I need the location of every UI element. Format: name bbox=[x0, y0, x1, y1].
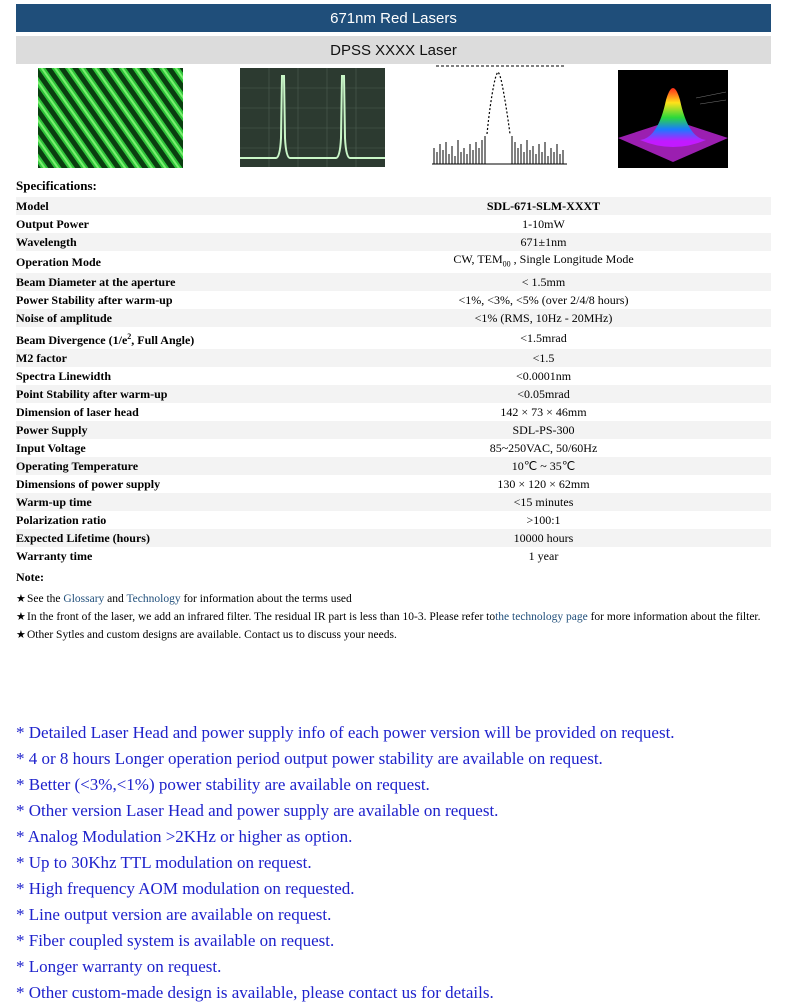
spec-label: Warranty time bbox=[16, 549, 93, 563]
notes-heading: Note: bbox=[16, 570, 44, 584]
table-row bbox=[16, 197, 771, 215]
table-row bbox=[16, 511, 771, 529]
list-item: * Up to 30Khz TTL modulation on request. bbox=[16, 853, 312, 872]
spec-label: Polarization ratio bbox=[16, 513, 107, 527]
spec-label: Dimensions of power supply bbox=[16, 477, 161, 491]
technology-link[interactable]: Technology bbox=[126, 593, 181, 605]
note-text-part: See the bbox=[27, 593, 64, 605]
spec-label: Power Supply bbox=[16, 421, 316, 439]
note-text-part: for more information about the filter. bbox=[587, 611, 761, 623]
list-item: * Other version Laser Head and power supply are available on request. bbox=[16, 801, 499, 820]
spec-label: Noise of amplitude bbox=[16, 309, 316, 327]
oscilloscope-spectrum-image bbox=[240, 68, 385, 167]
specifications-heading: Specifications: bbox=[16, 178, 97, 193]
table-row bbox=[16, 529, 771, 547]
interference-fringes-image bbox=[38, 68, 183, 168]
optional-features-list bbox=[16, 720, 675, 1006]
spec-value-subscript: 00 bbox=[502, 259, 511, 269]
table-row bbox=[16, 215, 771, 233]
spec-label: Point Stability after warm-up bbox=[16, 385, 316, 403]
spec-value-suffix: , Single Longitude Mode bbox=[510, 252, 634, 267]
table-row bbox=[16, 309, 771, 327]
list-item: * Better (<3%,<1%) power stability are available on request. bbox=[16, 775, 430, 794]
spec-label: Dimension of laser head bbox=[16, 405, 139, 419]
linewidth-spectrum-plot-image bbox=[432, 64, 567, 168]
spec-label: Model bbox=[16, 197, 316, 215]
spec-value: 1-10mW bbox=[522, 217, 565, 231]
note-text: Other Sytles and custom designs are available. Contact us to discuss your needs. bbox=[27, 629, 397, 641]
beam-profile-3d-image bbox=[618, 70, 728, 168]
spec-label-prefix: Beam Divergence (1/e bbox=[16, 332, 128, 347]
spec-value: 85~250VAC, 50/60Hz bbox=[489, 441, 598, 455]
table-row bbox=[16, 493, 771, 511]
table-row bbox=[16, 273, 771, 291]
table-row bbox=[16, 385, 771, 403]
page-title: 671nm Red Lasers bbox=[330, 9, 457, 27]
note-text-part: In the front of the laser, we add an infrared filter. The residual IR part is less than 10-3. Please refer to bbox=[27, 611, 496, 623]
page-title-banner bbox=[16, 4, 771, 32]
table-row bbox=[16, 251, 771, 273]
spec-value: <1.5mrad bbox=[520, 331, 567, 345]
list-item: * Longer warranty on request. bbox=[16, 957, 222, 976]
spec-value bbox=[316, 251, 771, 273]
note-text bbox=[27, 608, 761, 626]
spec-label: Power Stability after warm-up bbox=[16, 293, 173, 307]
spec-value: <0.0001nm bbox=[515, 369, 572, 383]
spec-label: Beam Diameter at the aperture bbox=[16, 273, 316, 291]
table-row bbox=[16, 457, 771, 475]
spec-label-suffix: , Full Angle) bbox=[131, 332, 195, 347]
spec-label: Input Voltage bbox=[16, 441, 86, 455]
spec-label: Output Power bbox=[16, 217, 89, 231]
table-row bbox=[16, 233, 771, 251]
note-item bbox=[16, 608, 771, 626]
technology-page-link[interactable]: the technology page bbox=[495, 611, 588, 623]
note-text-part: and bbox=[104, 593, 127, 605]
note-item bbox=[16, 590, 771, 608]
spec-value: 10000 hours bbox=[316, 529, 771, 547]
list-item: * High frequency AOM modulation on requested. bbox=[16, 879, 355, 898]
spec-label: Operating Temperature bbox=[16, 457, 316, 475]
spec-value: <0.05mrad bbox=[316, 385, 771, 403]
table-row bbox=[16, 421, 771, 439]
note-item bbox=[16, 626, 771, 644]
table-row bbox=[16, 439, 771, 457]
spec-label: Operation Mode bbox=[16, 255, 101, 269]
glossary-link[interactable]: Glossary bbox=[63, 593, 105, 605]
spec-label: Spectra Linewidth bbox=[16, 369, 112, 383]
spec-value-prefix: CW, TEM bbox=[453, 252, 503, 267]
list-item: * Fiber coupled system is available on request. bbox=[16, 931, 335, 950]
spec-label: Wavelength bbox=[16, 233, 316, 251]
table-row bbox=[16, 475, 771, 493]
note-text bbox=[27, 590, 352, 608]
list-item: * Analog Modulation >2KHz or higher as option. bbox=[16, 827, 353, 846]
spec-value: 1 year bbox=[528, 549, 559, 563]
table-row bbox=[16, 547, 771, 565]
note-text-part: for information about the terms used bbox=[180, 593, 352, 605]
spec-label: Warm-up time bbox=[16, 493, 316, 511]
star-icon: ★ bbox=[16, 611, 26, 623]
spec-label-superscript: 2 bbox=[127, 331, 132, 341]
list-item: * 4 or 8 hours Longer operation period output power stability are available on request. bbox=[16, 749, 603, 768]
subtitle-banner bbox=[16, 36, 771, 64]
star-icon: ★ bbox=[16, 593, 26, 605]
star-icon: ★ bbox=[16, 629, 26, 641]
spec-value: <15 minutes bbox=[316, 493, 771, 511]
list-item: * Other custom-made design is available, please contact us for details. bbox=[16, 983, 494, 1002]
page-subtitle: DPSS XXXX Laser bbox=[330, 41, 457, 59]
spec-value: < 1.5mm bbox=[316, 273, 771, 291]
spec-label bbox=[16, 327, 316, 349]
spec-value: 130 × 120 × 62mm bbox=[497, 477, 590, 491]
table-row bbox=[16, 291, 771, 309]
spec-value: <1.5 bbox=[316, 349, 771, 367]
notes-section bbox=[16, 570, 771, 644]
spec-value: 142 × 73 × 46mm bbox=[500, 405, 587, 419]
spec-label: M2 factor bbox=[16, 349, 316, 367]
spec-value: <1% (RMS, 10Hz - 20MHz) bbox=[316, 309, 771, 327]
spec-label: Expected Lifetime (hours) bbox=[16, 529, 316, 547]
spec-value: SDL-671-SLM-XXXT bbox=[316, 197, 771, 215]
table-row bbox=[16, 349, 771, 367]
spec-value: >100:1 bbox=[526, 513, 561, 527]
spec-value: SDL-PS-300 bbox=[316, 421, 771, 439]
spec-value: <1%, <3%, <5% (over 2/4/8 hours) bbox=[458, 293, 629, 307]
table-row bbox=[16, 403, 771, 421]
spec-value: 671±1nm bbox=[316, 233, 771, 251]
list-item: * Detailed Laser Head and power supply info of each power version will be provided on request. bbox=[16, 723, 675, 742]
list-item: * Line output version are available on request. bbox=[16, 905, 332, 924]
specifications-table bbox=[16, 197, 771, 565]
table-row bbox=[16, 367, 771, 385]
spec-value: 10℃ ~ 35℃ bbox=[316, 457, 771, 475]
table-row bbox=[16, 327, 771, 349]
